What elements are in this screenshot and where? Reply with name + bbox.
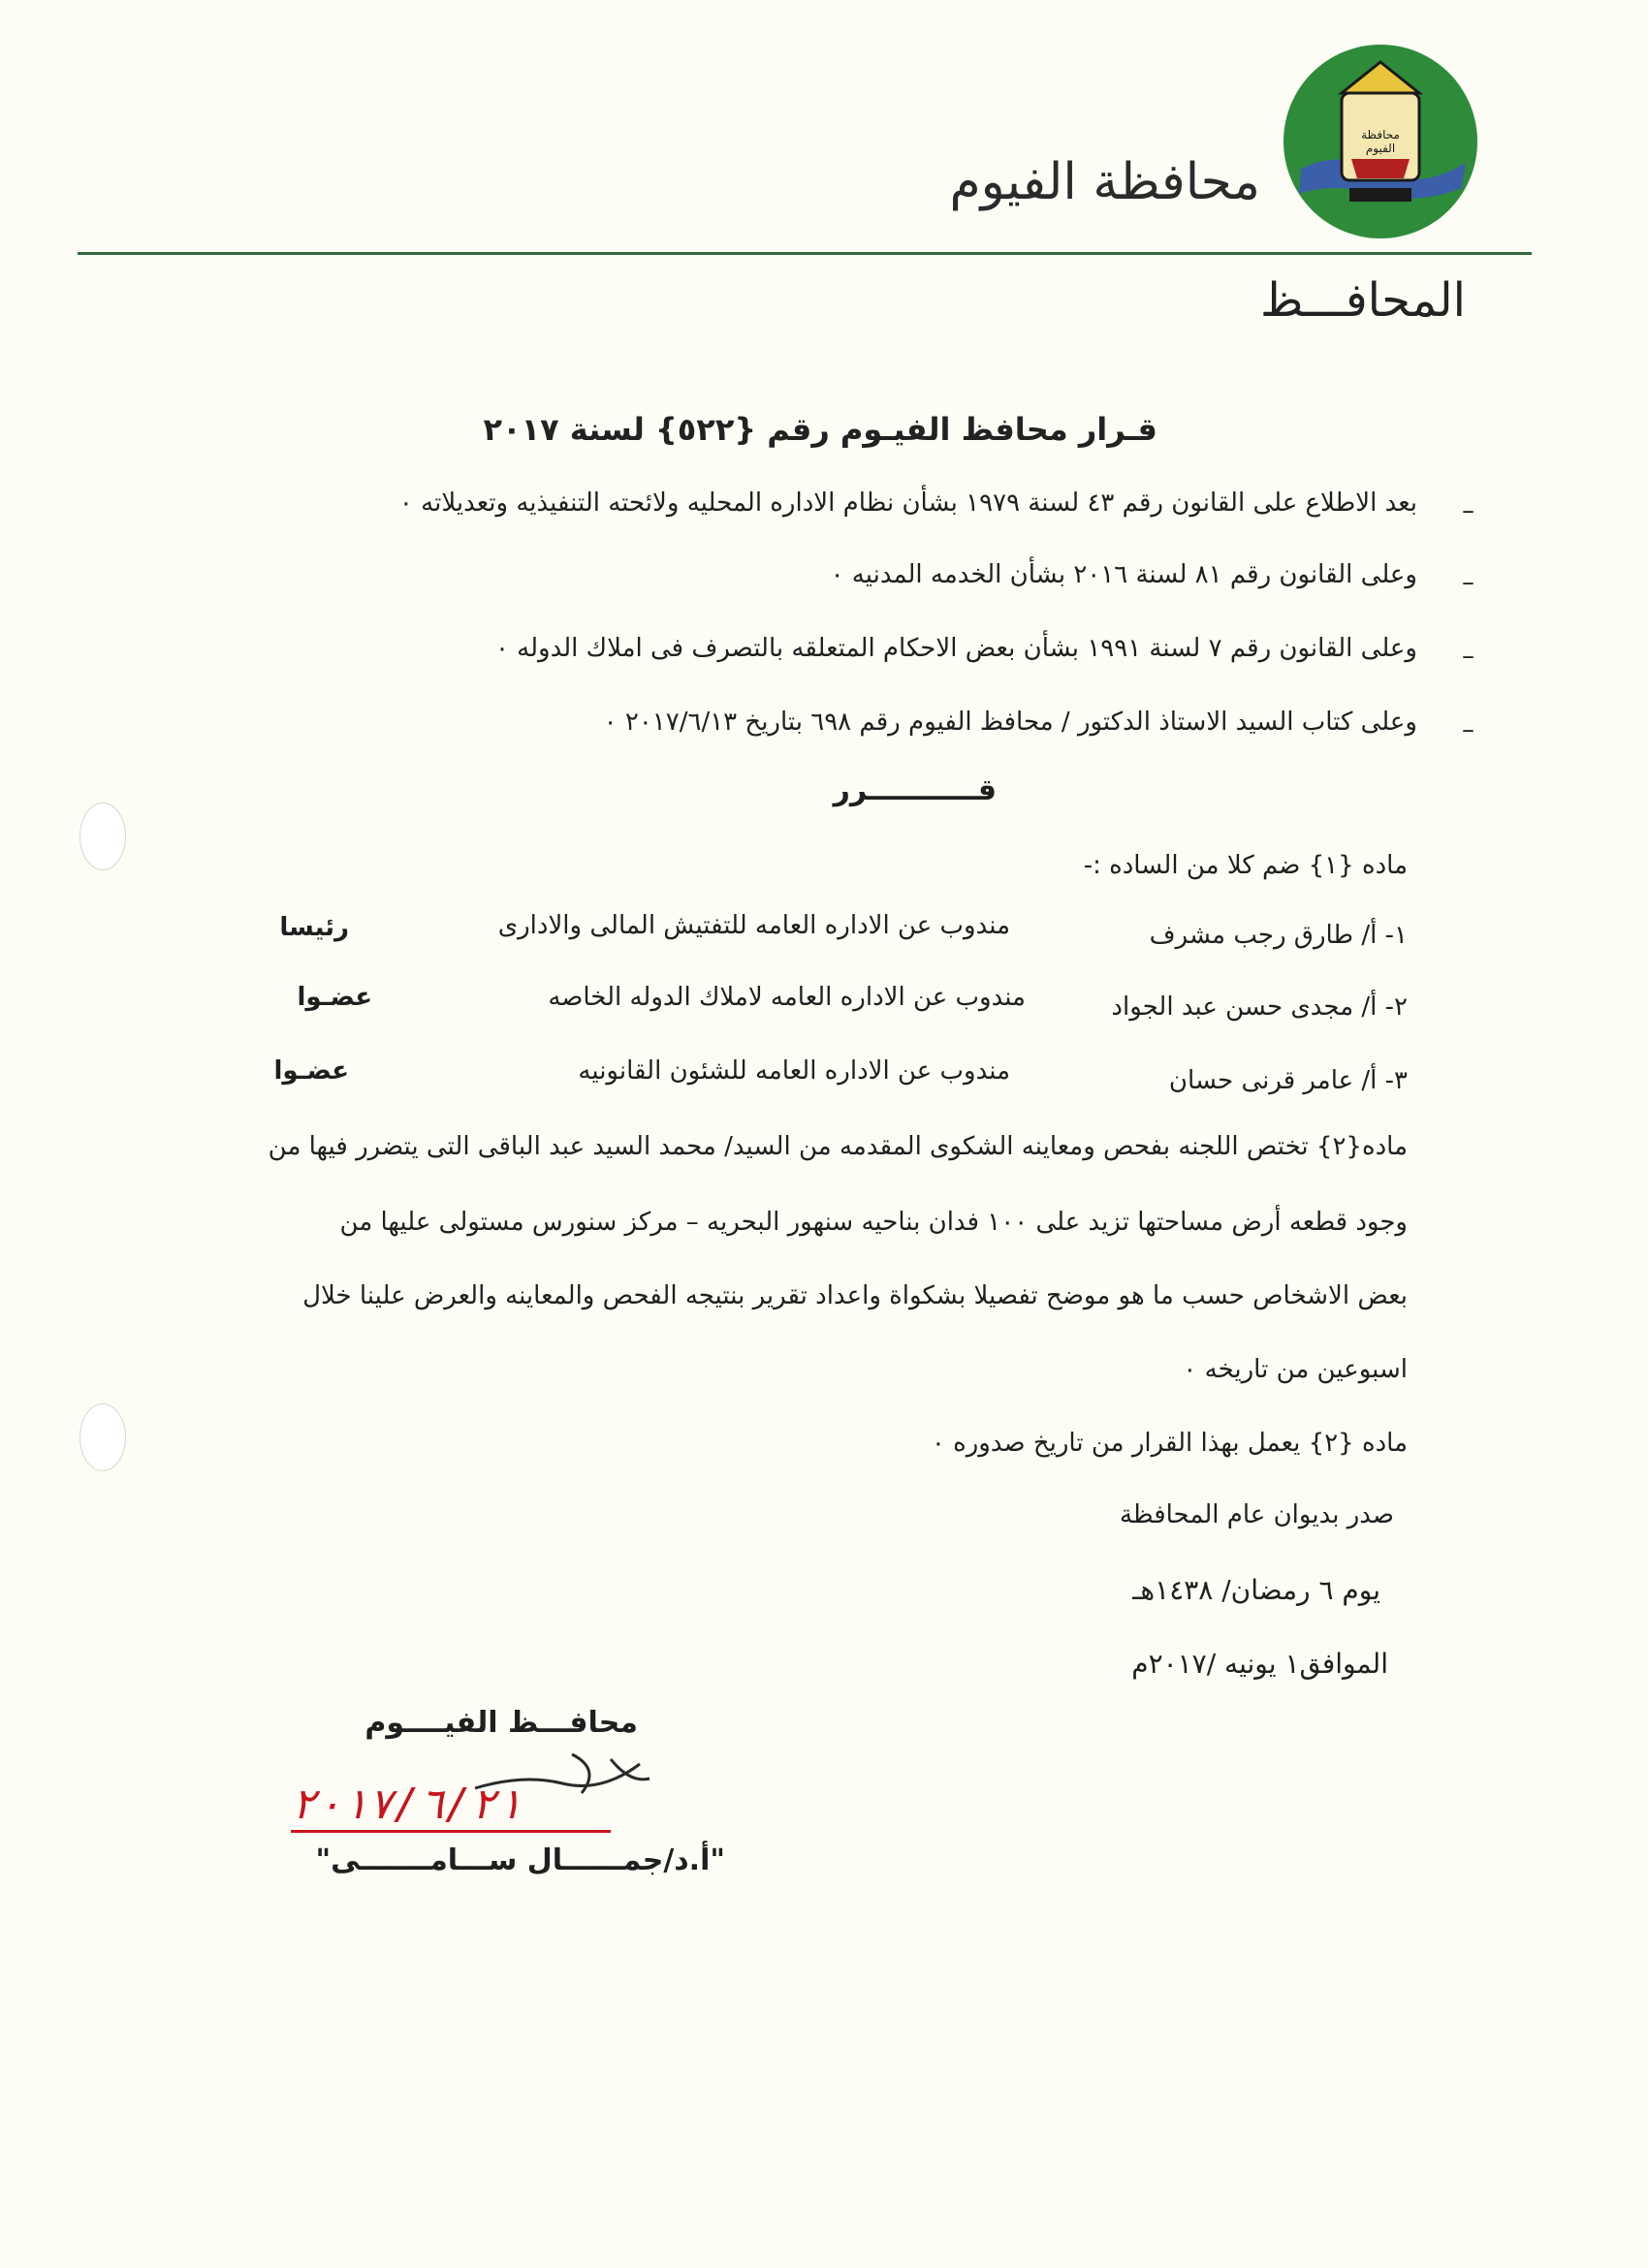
preamble-dash: – <box>1462 568 1474 597</box>
preamble-line: وعلى كتاب السيد الاستاذ الدكتور / محافظ الفيوم رقم ٦٩٨ بتاريخ ٢٠١٧/٦/١٣ ٠ <box>603 708 1417 737</box>
signatory-title: محافـــظ الفيــــوم <box>364 1706 638 1740</box>
member-delegate: مندوب عن الاداره العامه للتفتيش المالى والادارى <box>497 911 1010 940</box>
governorate-title: محافظة الفيوم <box>949 153 1260 211</box>
member-name: ١- أ/ طارق رجب مشرف <box>1149 921 1408 950</box>
preamble-line: وعلى القانون رقم ٨١ لسنة ٢٠١٦ بشأن الخدمه المدنيه ٠ <box>830 560 1417 589</box>
member-role: عضـوا <box>297 983 372 1012</box>
article-2-line: اسبوعين من تاريخه ٠ <box>1183 1355 1408 1384</box>
date-gregorian: الموافق١ يونيه /٢٠١٧م <box>1131 1648 1388 1680</box>
article-2-line: وجود قطعه أرض مساحتها تزيد على ١٠٠ فدان بناحيه سنهور البحريه – مركز سنورس مستولى عليها من <box>339 1208 1408 1237</box>
member-role: عضـوا <box>273 1056 349 1086</box>
handwritten-date: ٢٠١٧/٦/٢١ <box>291 1780 523 1829</box>
member-delegate: مندوب عن الاداره العامه لاملاك الدوله الخاصه <box>548 983 1026 1012</box>
preamble-dash: – <box>1462 715 1474 744</box>
date-hijri: يوم ٦ رمضان/ ١٤٣٨هـ <box>1132 1574 1380 1606</box>
signatory-name: "أ.د/جمــــــال ســـامـــــــى" <box>315 1843 725 1877</box>
member-name: ٢- أ/ مجدى حسن عبد الجواد <box>1111 992 1408 1022</box>
header-divider <box>78 252 1532 255</box>
article-2-line: ماده{٢} تختص اللجنه بفحص ومعاينه الشكوى المقدمه من السيد/ محمد السيد عبد الباقى التى يتضرر فيها من <box>268 1132 1408 1161</box>
member-role: رئيسا <box>279 913 349 942</box>
article-1: ماده {١} ضم كلا من الساده :- <box>1083 851 1408 880</box>
preamble-dash: – <box>1462 642 1474 671</box>
logo-caption: محافظة الفيوم <box>1361 128 1400 155</box>
decision-title: قـرار محافظ الفيـوم رقم {٥٢٢} لسنة ٢٠١٧ <box>483 411 1157 448</box>
preamble-dash: – <box>1462 496 1474 525</box>
punch-hole-bottom <box>79 1403 126 1471</box>
preamble-line: وعلى القانون رقم ٧ لسنة ١٩٩١ بشأن بعض الاحكام المتعلقه بالتصرف فى املاك الدوله ٠ <box>494 634 1417 663</box>
article-3: ماده {٢} يعمل بهذا القرار من تاريخ صدوره ٠ <box>931 1429 1408 1458</box>
office-title: المحافـــظ <box>1259 273 1466 328</box>
member-name: ٣- أ/ عامر قرنى حسان <box>1168 1066 1408 1095</box>
decides-heading: قـــــــــــرر <box>833 773 997 807</box>
governorate-logo <box>1282 43 1479 240</box>
preamble-line: بعد الاطلاع على القانون رقم ٤٣ لسنة ١٩٧٩ بشأن نظام الاداره المحليه ولائحته التنفيذيه وتعديلاته ٠ <box>398 488 1417 518</box>
member-delegate: مندوب عن الاداره العامه للشئون القانونيه <box>578 1056 1010 1086</box>
punch-hole-top <box>79 803 126 870</box>
issued-line: صدر بديوان عام المحافظة <box>1119 1500 1394 1529</box>
signature-underline <box>291 1830 611 1833</box>
article-2-line: بعض الاشخاص حسب ما هو موضح تفصيلا بشكواة واعداد تقرير بنتيجه الفحص والمعاينه والعرض علينا خلال <box>302 1281 1408 1310</box>
